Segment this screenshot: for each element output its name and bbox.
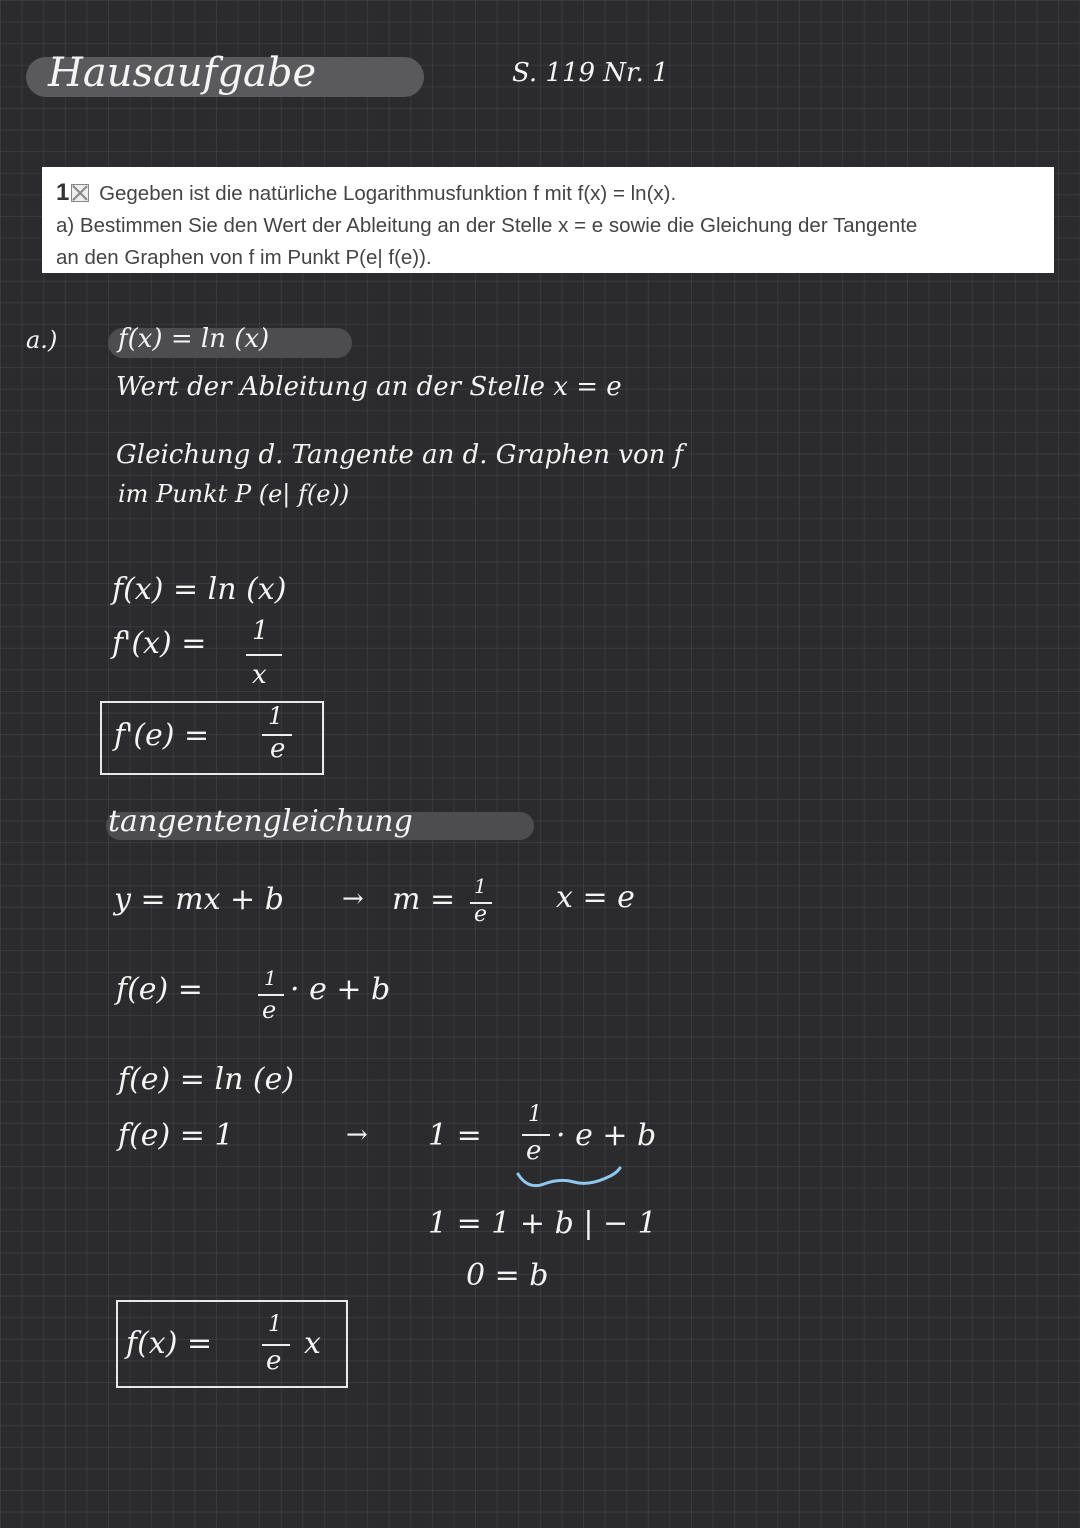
final-lhs: f(x) = (126, 1326, 213, 1361)
task-line-1 (56, 177, 1040, 210)
slope-denominator: e (474, 902, 488, 927)
fraction-bar (246, 654, 282, 656)
tangent-heading: tangentengleichung (108, 804, 413, 839)
slope-lhs: m = (392, 882, 456, 917)
derivative-lhs: f'(x) = (112, 626, 207, 661)
goal-derivative: Wert der Ableitung an der Stelle x = e (116, 372, 622, 402)
page-reference: S. 119 Nr. 1 (512, 58, 669, 88)
equation-numerator: 1 (528, 1102, 542, 1127)
fe-one-line: f(e) = 1 (118, 1118, 234, 1153)
task-text-1: Gegeben ist die natürliche Logarithmusfunktion f mit f(x) = ln(x). (99, 182, 677, 205)
checkbox-icon (71, 184, 89, 202)
substitution-numerator: 1 (264, 966, 277, 990)
given-function: f(x) = ln (x) (118, 324, 270, 354)
cancel-brace-icon (514, 1164, 624, 1194)
function-line: f(x) = ln (x) (112, 572, 287, 607)
task-statement (42, 167, 1054, 273)
b-result: 0 = b (466, 1258, 549, 1293)
final-numerator: 1 (268, 1312, 282, 1337)
arrow-icon: → (342, 884, 364, 914)
derivative-denominator: x (252, 660, 267, 690)
simplify-line: 1 = 1 + b | − 1 (428, 1206, 657, 1241)
equation-rest: · e + b (556, 1118, 657, 1153)
result-derivative-denominator: e (270, 734, 286, 764)
substitution-lhs: f(e) = (116, 972, 203, 1007)
task-number: 1 (56, 179, 70, 206)
arrow-icon: → (346, 1120, 368, 1150)
fe-ln-line: f(e) = ln (e) (118, 1062, 295, 1097)
task-line-2: a) Bestimmen Sie den Wert der Ableitung an der Stelle x = e sowie die Gleichung der Tangente (56, 214, 918, 237)
derivative-numerator: 1 (252, 616, 269, 646)
part-label: a.) (26, 326, 58, 354)
task-line-3: an den Graphen von f im Punkt P(e| f(e)). (56, 246, 432, 269)
result-derivative-lhs: f'(e) = (114, 718, 210, 753)
slope-numerator: 1 (474, 874, 487, 898)
substitution-denominator: e (262, 996, 277, 1024)
goal-tangent-2: im Punkt P (e| f(e)) (118, 480, 350, 508)
x-value: x = e (556, 880, 635, 915)
equation-denominator: e (526, 1136, 542, 1166)
result-derivative-numerator: 1 (268, 702, 284, 730)
goal-tangent-1: Gleichung d. Tangente an d. Graphen von f (116, 440, 684, 470)
final-denominator: e (266, 1346, 282, 1376)
equation-lhs: 1 = (428, 1118, 482, 1153)
substitution-rest: · e + b (290, 972, 391, 1007)
page-title: Hausaufgabe (48, 50, 317, 96)
line-equation: y = mx + b (114, 882, 284, 917)
final-x: x (304, 1326, 321, 1361)
